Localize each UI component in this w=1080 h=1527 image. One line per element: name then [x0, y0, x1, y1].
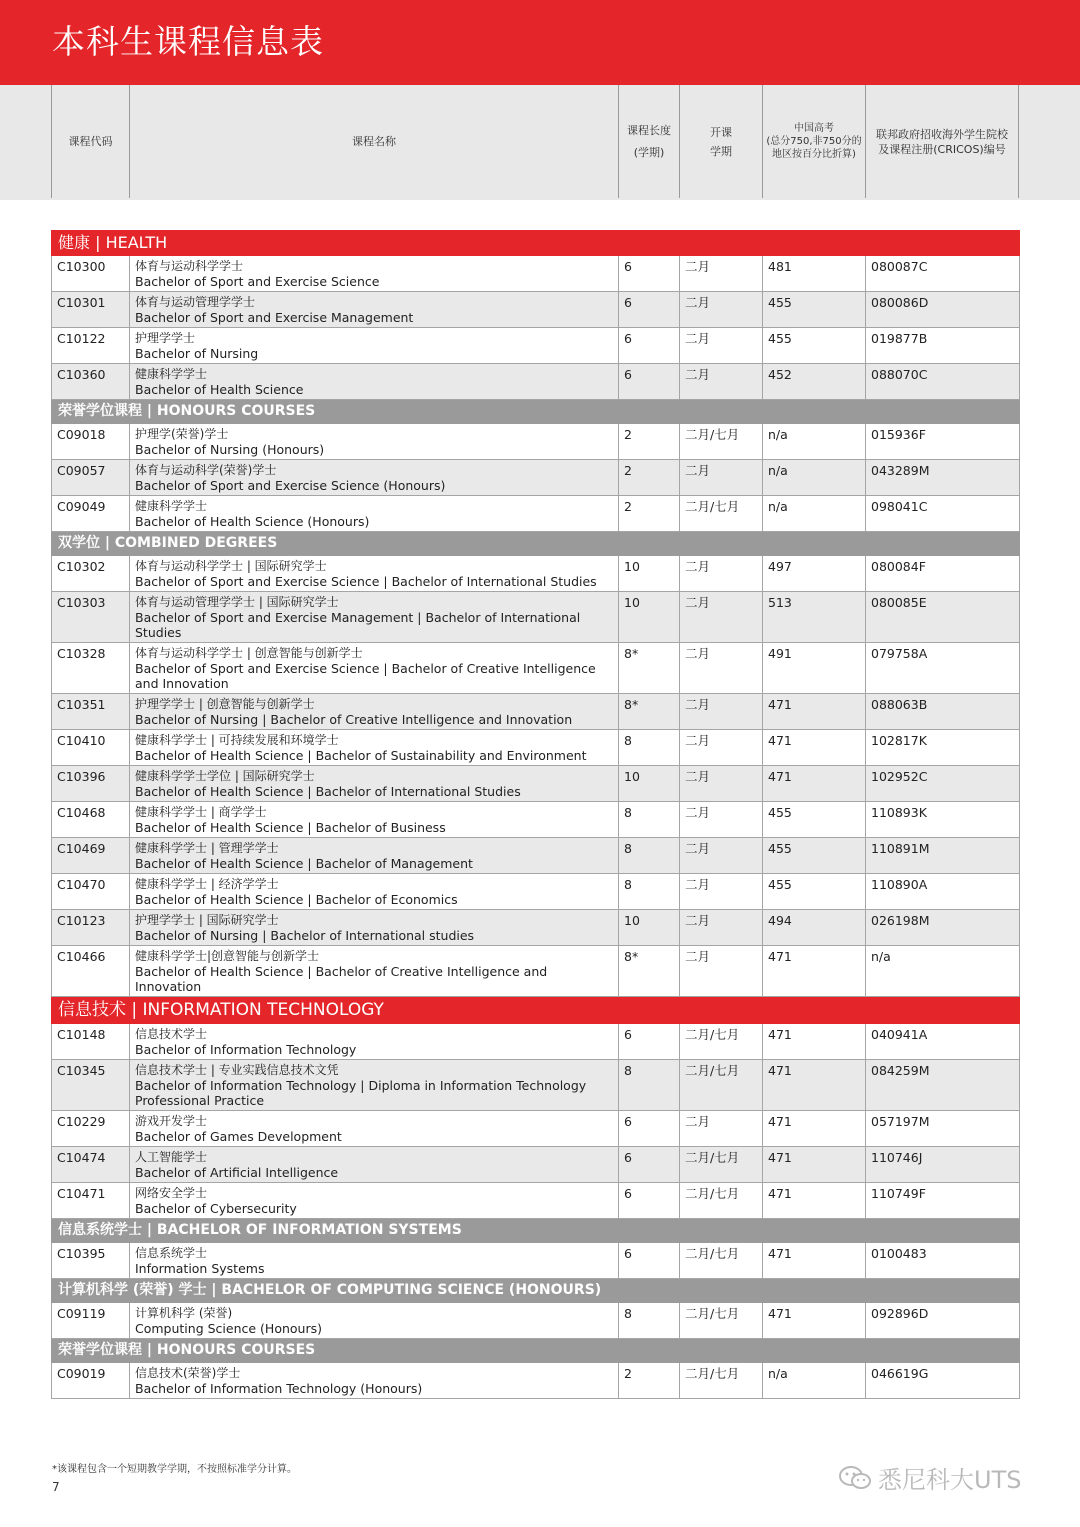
- course-name-en: Information Systems: [135, 1261, 265, 1276]
- course-code-cell: C10302: [52, 556, 130, 592]
- course-length-cell: 6: [619, 292, 680, 328]
- header-intake: 开课 学期: [679, 85, 762, 198]
- cricos-code-cell: 098041C: [866, 496, 1020, 532]
- course-code-cell: C10410: [52, 730, 130, 766]
- course-name-cell: [130, 1183, 619, 1219]
- course-length-cell: 10: [619, 910, 680, 946]
- intake-cell: 二月: [680, 256, 763, 292]
- course-name-cell: [130, 592, 619, 643]
- course-name-en: Bachelor of Sport and Exercise Management | Bachelor of International Studies: [135, 610, 581, 640]
- table-row: [52, 766, 1020, 802]
- course-code-cell: C10345: [52, 1060, 130, 1111]
- course-length-cell: 2: [619, 460, 680, 496]
- course-length-cell: 8*: [619, 946, 680, 997]
- course-code-cell: C09057: [52, 460, 130, 496]
- table-row: [52, 1024, 1020, 1060]
- course-name-cell: [130, 874, 619, 910]
- course-name-cell: [130, 910, 619, 946]
- intake-cell: 二月: [680, 328, 763, 364]
- course-name-en: Bachelor of Information Technology (Honours): [135, 1381, 423, 1396]
- course-name-cell: [130, 292, 619, 328]
- course-length-cell: 10: [619, 592, 680, 643]
- course-name-cn: 健康科学学士: [135, 367, 208, 381]
- gaokao-score-cell: 471: [763, 694, 866, 730]
- cricos-code-cell: 026198M: [866, 910, 1020, 946]
- course-name-cn: 信息技术(荣誉)学士: [135, 1366, 241, 1380]
- intake-cell: 二月: [680, 946, 763, 997]
- course-name-cell: [130, 460, 619, 496]
- watermark-text: 悉尼科大UTS: [878, 1466, 1022, 1494]
- table-row: [52, 292, 1020, 328]
- intake-cell: 二月/七月: [680, 1243, 763, 1279]
- section-header-row: [52, 400, 1020, 424]
- cricos-code-cell: 088063B: [866, 694, 1020, 730]
- course-length-cell: 6: [619, 1243, 680, 1279]
- cricos-code-cell: 040941A: [866, 1024, 1020, 1060]
- course-name-en: Bachelor of Sport and Exercise Science | Bachelor of Creative Intelligence and Innovation: [135, 661, 596, 691]
- title-banner: [0, 0, 1080, 85]
- table-row: [52, 496, 1020, 532]
- section-header-label: 信息技术 | INFORMATION TECHNOLOGY: [52, 997, 1020, 1024]
- header-cricos: 联邦政府招收海外学生院校 及课程注册(CRICOS)编号: [865, 85, 1019, 198]
- table-row: [52, 364, 1020, 400]
- course-name-en: Bachelor of Health Science | Bachelor of Economics: [135, 892, 458, 907]
- course-code-cell: C10301: [52, 292, 130, 328]
- gaokao-score-cell: 471: [763, 730, 866, 766]
- section-header-row: [52, 997, 1020, 1024]
- table-row: [52, 592, 1020, 643]
- cricos-code-cell: 0100483: [866, 1243, 1020, 1279]
- course-name-cell: [130, 424, 619, 460]
- table-row: [52, 730, 1020, 766]
- header-course-name: 课程名称: [129, 85, 618, 198]
- cricos-code-cell: 080085E: [866, 592, 1020, 643]
- watermark: [838, 1460, 1021, 1495]
- intake-cell: 二月: [680, 592, 763, 643]
- course-code-cell: C10303: [52, 592, 130, 643]
- table-row: [52, 1111, 1020, 1147]
- gaokao-score-cell: 471: [763, 766, 866, 802]
- gaokao-score-cell: 455: [763, 874, 866, 910]
- course-name-cn: 健康科学学士学位 | 国际研究学士: [135, 769, 315, 783]
- course-name-en: Bachelor of Sport and Exercise Science (Honours): [135, 478, 446, 493]
- cricos-code-cell: 080087C: [866, 256, 1020, 292]
- course-name-cn: 护理学学士 | 国际研究学士: [135, 913, 279, 927]
- course-length-cell: 2: [619, 1363, 680, 1399]
- course-code-cell: C10395: [52, 1243, 130, 1279]
- page-number: 7: [52, 1480, 60, 1494]
- course-code-cell: C10474: [52, 1147, 130, 1183]
- course-name-cell: [130, 643, 619, 694]
- wechat-icon: [838, 1465, 872, 1491]
- intake-cell: 二月: [680, 802, 763, 838]
- course-name-cn: 健康科学学士|创意智能与创新学士: [135, 949, 320, 963]
- course-name-cell: [130, 496, 619, 532]
- course-name-cn: 体育与运动管理学学士 | 国际研究学士: [135, 595, 339, 609]
- table-row: [52, 1060, 1020, 1111]
- course-length-cell: 6: [619, 1024, 680, 1060]
- cricos-code-cell: n/a: [866, 946, 1020, 997]
- course-code-cell: C10360: [52, 364, 130, 400]
- course-length-cell: 6: [619, 1147, 680, 1183]
- intake-cell: 二月: [680, 460, 763, 496]
- course-code-cell: C10148: [52, 1024, 130, 1060]
- table-row: [52, 694, 1020, 730]
- section-header-row: [52, 1339, 1020, 1363]
- course-code-cell: C10229: [52, 1111, 130, 1147]
- course-name-cell: [130, 730, 619, 766]
- course-name-cn: 游戏开发学士: [135, 1114, 208, 1128]
- cricos-code-cell: 110890A: [866, 874, 1020, 910]
- table-row: [52, 328, 1020, 364]
- section-header-label: 荣誉学位课程 | HONOURS COURSES: [52, 400, 1020, 424]
- gaokao-score-cell: 513: [763, 592, 866, 643]
- course-code-cell: C10300: [52, 256, 130, 292]
- header-gaokao: 中国高考 (总分750,非750分的 地区按百分比折算): [762, 85, 865, 198]
- table-row: [52, 838, 1020, 874]
- cricos-code-cell: 015936F: [866, 424, 1020, 460]
- cricos-code-cell: 043289M: [866, 460, 1020, 496]
- gaokao-score-cell: n/a: [763, 424, 866, 460]
- course-code-cell: C09018: [52, 424, 130, 460]
- course-name-cell: [130, 1060, 619, 1111]
- cricos-code-cell: 046619G: [866, 1363, 1020, 1399]
- gaokao-score-cell: 455: [763, 838, 866, 874]
- gaokao-score-cell: n/a: [763, 460, 866, 496]
- course-code-cell: C10470: [52, 874, 130, 910]
- course-name-cn: 护理学学士 | 创意智能与创新学士: [135, 697, 315, 711]
- course-length-cell: 6: [619, 364, 680, 400]
- gaokao-score-cell: 497: [763, 556, 866, 592]
- course-name-cell: [130, 1363, 619, 1399]
- course-name-cn: 健康科学学士 | 商学学士: [135, 805, 267, 819]
- course-length-cell: 6: [619, 328, 680, 364]
- course-length-cell: 8: [619, 1060, 680, 1111]
- gaokao-score-cell: 455: [763, 292, 866, 328]
- course-name-cell: [130, 1243, 619, 1279]
- course-name-cn: 健康科学学士 | 管理学学士: [135, 841, 279, 855]
- cricos-code-cell: 110891M: [866, 838, 1020, 874]
- course-code-cell: C10123: [52, 910, 130, 946]
- course-table-body: [52, 231, 1020, 1399]
- course-length-cell: 10: [619, 556, 680, 592]
- gaokao-score-cell: 491: [763, 643, 866, 694]
- course-name-cell: [130, 838, 619, 874]
- course-code-cell: C09119: [52, 1303, 130, 1339]
- course-name-en: Bachelor of Games Development: [135, 1129, 342, 1144]
- cricos-code-cell: 110746J: [866, 1147, 1020, 1183]
- course-name-en: Bachelor of Sport and Exercise Science: [135, 274, 380, 289]
- course-length-cell: 6: [619, 256, 680, 292]
- course-name-cn: 网络安全学士: [135, 1186, 208, 1200]
- course-name-cell: [130, 694, 619, 730]
- section-header-row: [52, 532, 1020, 556]
- course-name-cell: [130, 802, 619, 838]
- gaokao-score-cell: 455: [763, 328, 866, 364]
- course-name-en: Bachelor of Health Science | Bachelor of International Studies: [135, 784, 521, 799]
- gaokao-score-cell: 455: [763, 802, 866, 838]
- gaokao-score-cell: n/a: [763, 1363, 866, 1399]
- course-name-cn: 体育与运动科学学士 | 国际研究学士: [135, 559, 327, 573]
- course-name-en: Bachelor of Nursing: [135, 346, 259, 361]
- cricos-code-cell: 092896D: [866, 1303, 1020, 1339]
- course-name-en: Bachelor of Health Science | Bachelor of Creative Intelligence and Innovation: [135, 964, 548, 994]
- cricos-code-cell: 019877B: [866, 328, 1020, 364]
- section-header-label: 计算机科学 (荣誉) 学士 | BACHELOR OF COMPUTING SCIENCE (HONOURS): [52, 1279, 1020, 1303]
- table-row: [52, 1363, 1020, 1399]
- course-name-en: Computing Science (Honours): [135, 1321, 322, 1336]
- course-code-cell: C09049: [52, 496, 130, 532]
- gaokao-score-cell: 471: [763, 946, 866, 997]
- course-name-cn: 人工智能学士: [135, 1150, 208, 1164]
- course-code-cell: C10351: [52, 694, 130, 730]
- course-name-cn: 计算机科学 (荣誉): [135, 1306, 233, 1320]
- gaokao-score-cell: 452: [763, 364, 866, 400]
- course-name-cn: 体育与运动科学学士 | 创意智能与创新学士: [135, 646, 363, 660]
- table-row: [52, 1183, 1020, 1219]
- intake-cell: 二月: [680, 556, 763, 592]
- course-name-cn: 健康科学学士 | 可持续发展和环境学士: [135, 733, 339, 747]
- course-name-en: Bachelor of Health Science (Honours): [135, 514, 370, 529]
- course-name-cell: [130, 556, 619, 592]
- intake-cell: 二月/七月: [680, 424, 763, 460]
- course-length-cell: 2: [619, 496, 680, 532]
- course-name-cn: 护理学(荣誉)学士: [135, 427, 229, 441]
- course-name-cell: [130, 766, 619, 802]
- gaokao-score-cell: 481: [763, 256, 866, 292]
- course-name-en: Bachelor of Health Science | Bachelor of Management: [135, 856, 473, 871]
- cricos-code-cell: 057197M: [866, 1111, 1020, 1147]
- gaokao-score-cell: 471: [763, 1147, 866, 1183]
- intake-cell: 二月: [680, 838, 763, 874]
- course-name-cn: 体育与运动科学(荣誉)学士: [135, 463, 277, 477]
- course-name-en: Bachelor of Health Science: [135, 382, 304, 397]
- intake-cell: 二月/七月: [680, 496, 763, 532]
- table-row: [52, 910, 1020, 946]
- course-length-cell: 8*: [619, 643, 680, 694]
- course-code-cell: C10466: [52, 946, 130, 997]
- gaokao-score-cell: 471: [763, 1111, 866, 1147]
- course-name-cell: [130, 256, 619, 292]
- gaokao-score-cell: 494: [763, 910, 866, 946]
- section-header-label: 健康 | HEALTH: [52, 231, 1020, 256]
- course-name-cn: 体育与运动科学学士: [135, 259, 244, 273]
- course-code-cell: C10328: [52, 643, 130, 694]
- course-length-cell: 2: [619, 424, 680, 460]
- course-name-en: Bachelor of Nursing | Bachelor of Creative Intelligence and Innovation: [135, 712, 573, 727]
- cricos-code-cell: 110749F: [866, 1183, 1020, 1219]
- intake-cell: 二月: [680, 766, 763, 802]
- course-table: [51, 230, 1020, 1399]
- course-name-en: Bachelor of Information Technology | Diploma in Information Technology Professional Practice: [135, 1078, 587, 1108]
- intake-cell: 二月: [680, 910, 763, 946]
- course-length-cell: 8: [619, 1303, 680, 1339]
- header-course-code: 课程代码: [51, 85, 129, 198]
- course-code-cell: C09019: [52, 1363, 130, 1399]
- gaokao-score-cell: 471: [763, 1243, 866, 1279]
- course-name-cell: [130, 946, 619, 997]
- intake-cell: 二月: [680, 643, 763, 694]
- course-name-cell: [130, 328, 619, 364]
- course-length-cell: 8: [619, 730, 680, 766]
- course-name-cell: [130, 1147, 619, 1183]
- course-length-cell: 8*: [619, 694, 680, 730]
- gaokao-score-cell: 471: [763, 1183, 866, 1219]
- course-length-cell: 10: [619, 766, 680, 802]
- section-header-row: [52, 1279, 1020, 1303]
- course-name-en: Bachelor of Artificial Intelligence: [135, 1165, 339, 1180]
- course-name-cell: [130, 1303, 619, 1339]
- table-row: [52, 874, 1020, 910]
- intake-cell: 二月/七月: [680, 1303, 763, 1339]
- cricos-code-cell: 080086D: [866, 292, 1020, 328]
- course-name-cn: 护理学学士: [135, 331, 196, 345]
- section-header-label: 荣誉学位课程 | HONOURS COURSES: [52, 1339, 1020, 1363]
- gaokao-score-cell: n/a: [763, 496, 866, 532]
- table-row: [52, 802, 1020, 838]
- course-name-cn: 体育与运动管理学学士: [135, 295, 256, 309]
- footnote: *该课程包含一个短期教学学期，不按照标准学分计算。: [52, 1464, 297, 1475]
- course-name-cell: [130, 364, 619, 400]
- gaokao-score-cell: 471: [763, 1303, 866, 1339]
- course-name-cn: 信息技术学士: [135, 1027, 208, 1041]
- cricos-code-cell: 080084F: [866, 556, 1020, 592]
- table-row: [52, 1147, 1020, 1183]
- cricos-code-cell: 079758A: [866, 643, 1020, 694]
- course-length-cell: 8: [619, 874, 680, 910]
- course-name-cn: 信息系统学士: [135, 1246, 208, 1260]
- cricos-code-cell: 102817K: [866, 730, 1020, 766]
- table-row: [52, 643, 1020, 694]
- intake-cell: 二月/七月: [680, 1147, 763, 1183]
- intake-cell: 二月/七月: [680, 1060, 763, 1111]
- course-length-cell: 8: [619, 838, 680, 874]
- gaokao-score-cell: 471: [763, 1060, 866, 1111]
- course-code-cell: C10469: [52, 838, 130, 874]
- course-name-cn: 信息技术学士 | 专业实践信息技术文凭: [135, 1063, 339, 1077]
- cricos-code-cell: 088070C: [866, 364, 1020, 400]
- course-name-en: Bachelor of Health Science | Bachelor of Sustainability and Environment: [135, 748, 587, 763]
- intake-cell: 二月: [680, 694, 763, 730]
- cricos-code-cell: 110893K: [866, 802, 1020, 838]
- course-code-cell: C10396: [52, 766, 130, 802]
- course-code-cell: C10122: [52, 328, 130, 364]
- intake-cell: 二月/七月: [680, 1363, 763, 1399]
- cricos-code-cell: 102952C: [866, 766, 1020, 802]
- table-row: [52, 1303, 1020, 1339]
- course-name-cn: 健康科学学士 | 经济学学士: [135, 877, 279, 891]
- course-name-cell: [130, 1024, 619, 1060]
- course-code-cell: C10471: [52, 1183, 130, 1219]
- course-name-en: Bachelor of Health Science | Bachelor of Business: [135, 820, 446, 835]
- course-length-cell: 8: [619, 802, 680, 838]
- course-name-cell: [130, 1111, 619, 1147]
- section-header-row: [52, 1219, 1020, 1243]
- intake-cell: 二月: [680, 1111, 763, 1147]
- course-length-cell: 6: [619, 1183, 680, 1219]
- table-row: [52, 1243, 1020, 1279]
- table-row: [52, 556, 1020, 592]
- course-name-en: Bachelor of Information Technology: [135, 1042, 357, 1057]
- course-name-en: Bachelor of Sport and Exercise Science | Bachelor of International Studies: [135, 574, 597, 589]
- course-name-en: Bachelor of Cybersecurity: [135, 1201, 297, 1216]
- course-name-cn: 健康科学学士: [135, 499, 208, 513]
- intake-cell: 二月: [680, 874, 763, 910]
- intake-cell: 二月/七月: [680, 1183, 763, 1219]
- table-row: [52, 946, 1020, 997]
- cricos-code-cell: 084259M: [866, 1060, 1020, 1111]
- intake-cell: 二月: [680, 292, 763, 328]
- header-course-length: 课程长度 (学期): [618, 85, 679, 198]
- course-name-en: Bachelor of Sport and Exercise Management: [135, 310, 414, 325]
- intake-cell: 二月/七月: [680, 1024, 763, 1060]
- section-header-label: 信息系统学士 | BACHELOR OF INFORMATION SYSTEMS: [52, 1219, 1020, 1243]
- table-row: [52, 256, 1020, 292]
- course-length-cell: 6: [619, 1111, 680, 1147]
- intake-cell: 二月: [680, 364, 763, 400]
- table-row: [52, 424, 1020, 460]
- course-code-cell: C10468: [52, 802, 130, 838]
- table-row: [52, 460, 1020, 496]
- page-title: 本科生课程信息表: [52, 22, 324, 61]
- intake-cell: 二月: [680, 730, 763, 766]
- section-header-row: [52, 231, 1020, 256]
- gaokao-score-cell: 471: [763, 1024, 866, 1060]
- section-header-label: 双学位 | COMBINED DEGREES: [52, 532, 1020, 556]
- course-name-en: Bachelor of Nursing (Honours): [135, 442, 325, 457]
- course-name-en: Bachelor of Nursing | Bachelor of International studies: [135, 928, 475, 943]
